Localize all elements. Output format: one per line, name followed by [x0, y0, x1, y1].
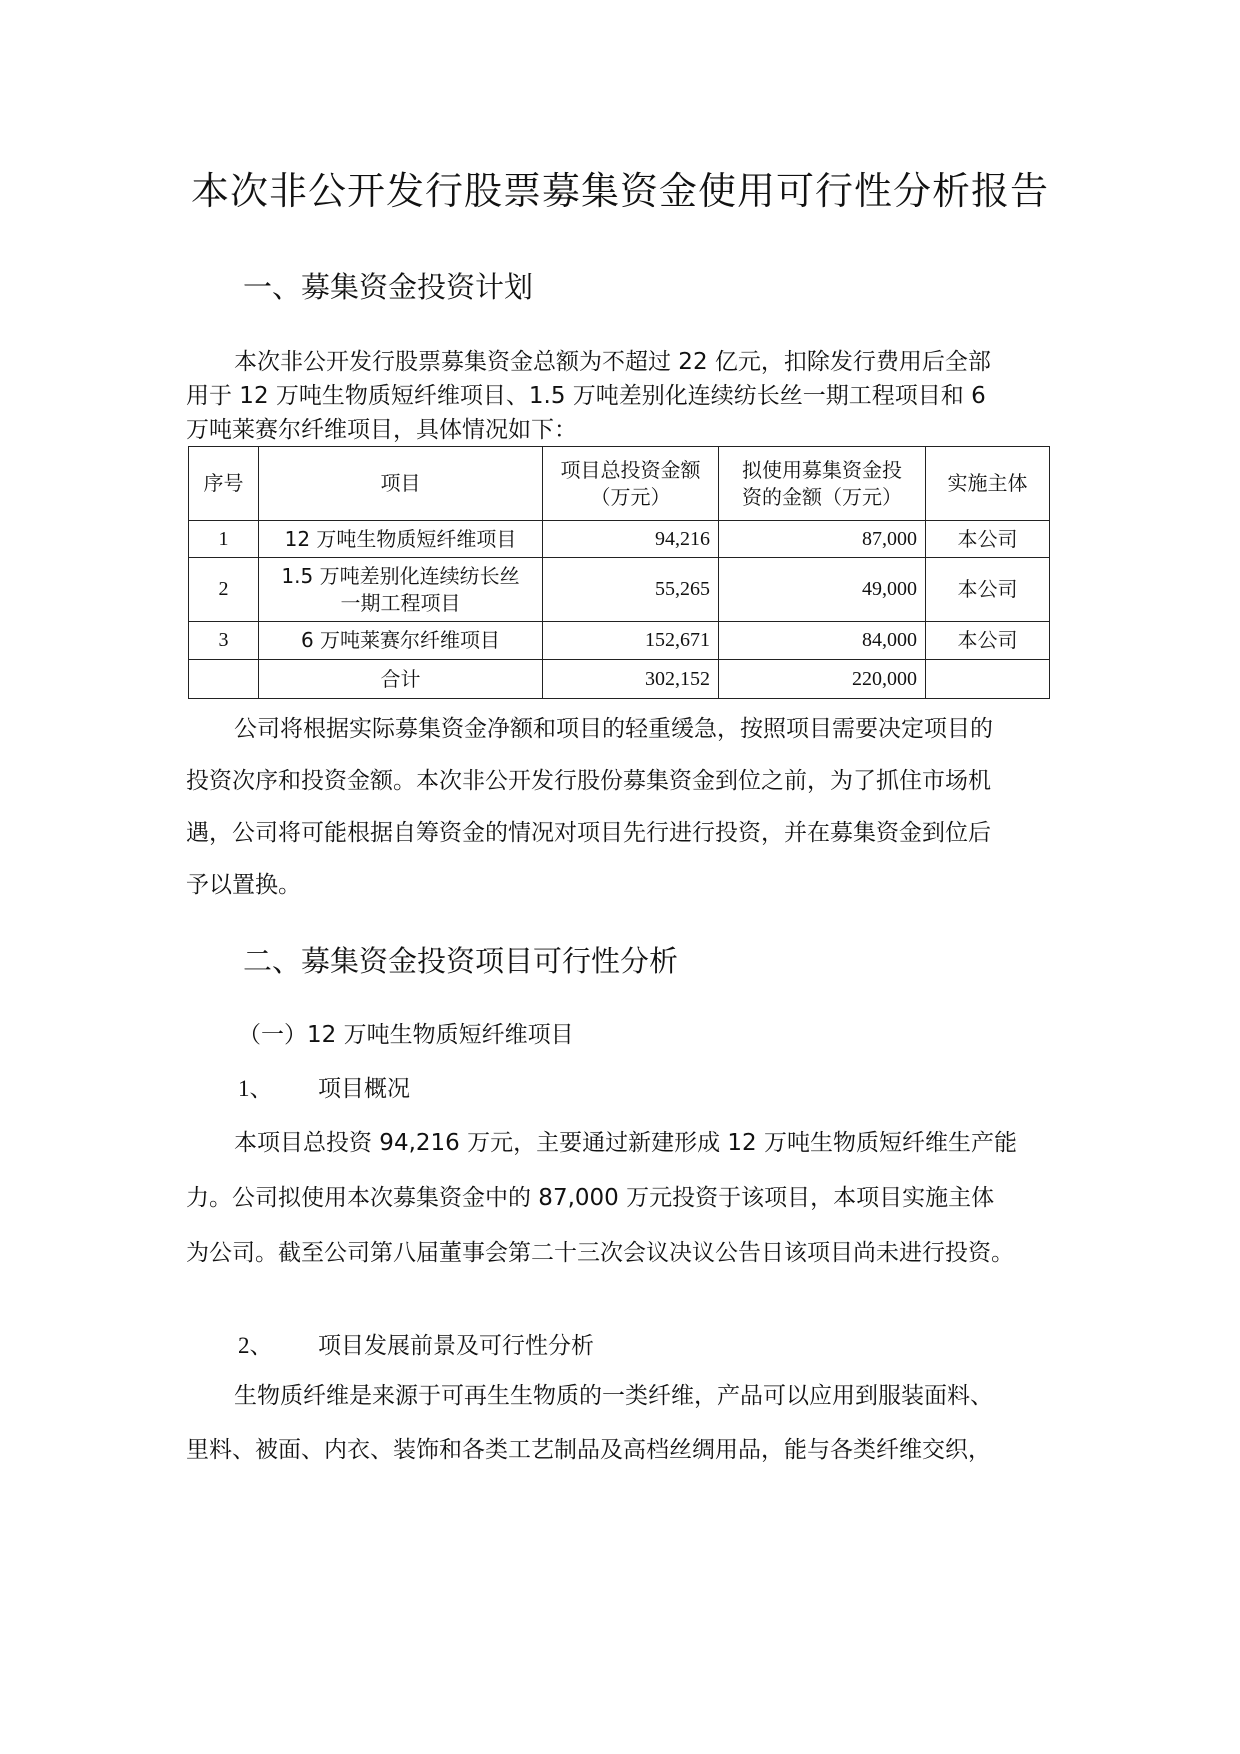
row-project-line2: 一期工程项目: [340, 590, 461, 615]
item2-label: 项目发展前景及可行性分析: [318, 1333, 594, 1359]
item2-number: 2、: [238, 1333, 273, 1358]
row-no: 2: [189, 558, 259, 622]
header-project: 项目: [259, 447, 543, 521]
table-row: [189, 558, 1050, 622]
row-entity: 本公司: [926, 521, 1050, 558]
row-total: 94,216: [543, 521, 719, 558]
header-total-line1: 项目总投资金额: [560, 457, 701, 482]
item1-label: 项目概况: [318, 1076, 410, 1102]
row-no: 1: [189, 521, 259, 558]
sum-entity: [926, 660, 1050, 699]
table-sum-row: [189, 660, 1050, 699]
header-total-line2: （万元）: [590, 484, 671, 509]
row-project: 12 万吨生物质短纤维项目: [259, 521, 543, 558]
item1-line-1: 本项目总投资 94,216 万元，主要通过新建形成 12 万吨生物质短纤维生产能: [234, 1130, 1017, 1156]
item1-line-2: 力。公司拟使用本次募集资金中的 87,000 万元投资于该项目，本项目实施主体: [186, 1185, 995, 1211]
row-total: 152,671: [543, 622, 719, 660]
section-heading-1: 一、募集资金投资计划: [243, 270, 534, 304]
intro-line-1: 本次非公开发行股票募集资金总额为不超过 22 亿元，扣除发行费用后全部: [234, 349, 991, 375]
row-raise: 49,000: [719, 558, 926, 622]
para-line-3: 遇，公司将可能根据自筹资金的情况对项目先行进行投资，并在募集资金到位后: [186, 820, 991, 846]
sum-label: 合计: [259, 660, 543, 699]
table-row: [189, 622, 1050, 660]
row-total: 55,265: [543, 558, 719, 622]
sum-raise: 220,000: [719, 660, 926, 699]
header-no: 序号: [189, 447, 259, 521]
item1-line-3: 为公司。截至公司第八届董事会第二十三次会议决议公告日该项目尚未进行投资。: [186, 1240, 1014, 1266]
sum-no: [189, 660, 259, 699]
row-project-line1: 1.5 万吨差别化连续纺长丝: [281, 563, 520, 588]
row-raise: 87,000: [719, 521, 926, 558]
item1-number: 1、: [238, 1076, 273, 1101]
row-no: 3: [189, 622, 259, 660]
investment-table: [188, 446, 1050, 699]
para-line-4: 予以置换。: [186, 872, 301, 898]
table-header-row: [189, 447, 1050, 521]
subsection-heading: （一）12 万吨生物质短纤维项目: [238, 1022, 574, 1048]
item2-line-1: 生物质纤维是来源于可再生生物质的一类纤维，产品可以应用到服装面料、: [234, 1383, 993, 1409]
section-heading-2: 二、募集资金投资项目可行性分析: [243, 944, 679, 978]
header-raise-line2: 资的金额（万元）: [742, 484, 902, 509]
document-title: 本次非公开发行股票募集资金使用可行性分析报告: [190, 169, 1049, 213]
para-line-1: 公司将根据实际募集资金净额和项目的轻重缓急，按照项目需要决定项目的: [234, 716, 993, 742]
header-entity: 实施主体: [926, 447, 1050, 521]
table-row: [189, 521, 1050, 558]
row-entity: 本公司: [926, 558, 1050, 622]
header-total: [543, 447, 719, 521]
row-project: [259, 558, 543, 622]
header-raise: [719, 447, 926, 521]
row-raise: 84,000: [719, 622, 926, 660]
item2-line-2: 里料、被面、内衣、装饰和各类工艺制品及高档丝绸用品，能与各类纤维交织，: [186, 1437, 991, 1463]
intro-line-3: 万吨莱赛尔纤维项目，具体情况如下：: [186, 417, 577, 443]
row-entity: 本公司: [926, 622, 1050, 660]
header-raise-line1: 拟使用募集资金投: [742, 457, 902, 482]
intro-line-2: 用于 12 万吨生物质短纤维项目、1.5 万吨差别化连续纺长丝一期工程项目和 6: [186, 383, 986, 409]
para-line-2: 投资次序和投资金额。本次非公开发行股份募集资金到位之前，为了抓住市场机: [186, 768, 991, 794]
sum-total: 302,152: [543, 660, 719, 699]
row-project: 6 万吨莱赛尔纤维项目: [259, 622, 543, 660]
